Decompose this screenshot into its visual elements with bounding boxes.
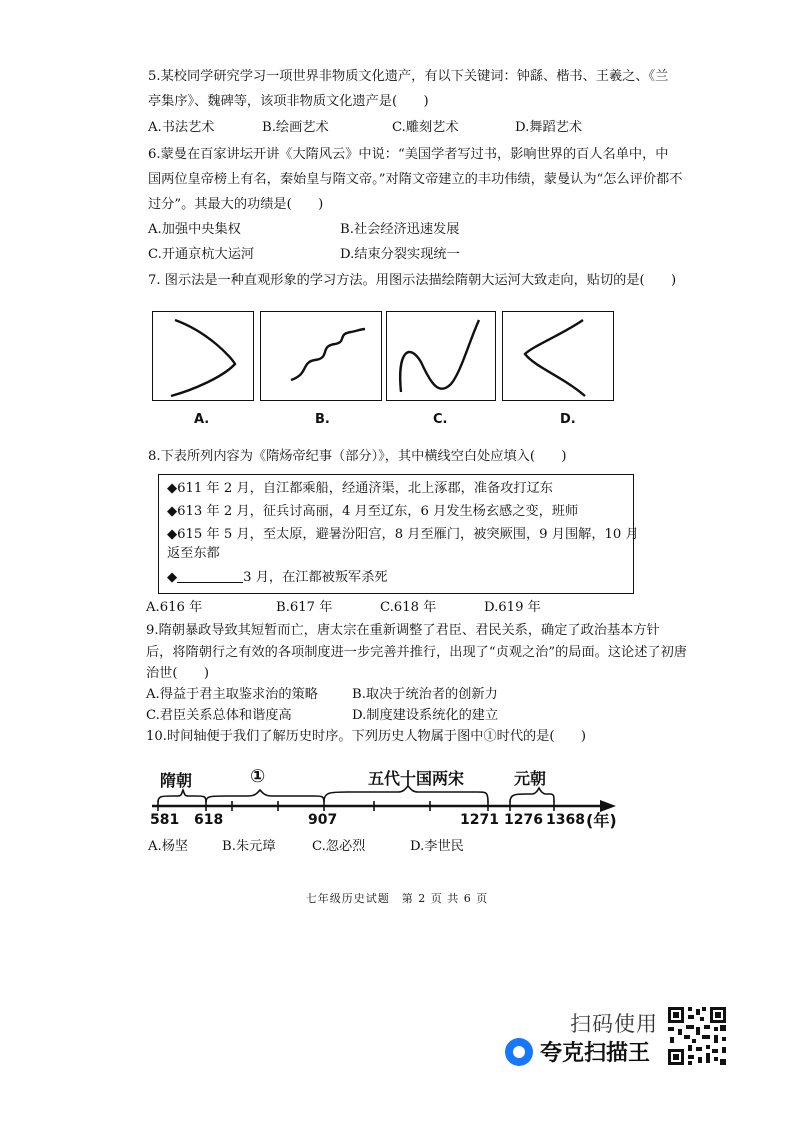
q9-option-d: D.制度建设系统化的建立 [352, 708, 499, 723]
q6-text-line3: 过分”。其最大的功绩是( ) [148, 197, 324, 212]
timeline-year: 1271 [460, 812, 499, 828]
q8-option-a: A.616 年 [146, 600, 203, 615]
q7-diagram-c [386, 311, 496, 401]
q10-option-c: C.忽必烈 [312, 839, 366, 854]
q5-option-c: C.雕刻艺术 [392, 120, 459, 135]
q8-table-row: ◆615 年 5 月，至太原，避暑汾阳宫，8 月至雁门，被突厥围，9 月围解，10 月 [167, 527, 639, 542]
qr-code-icon[interactable] [666, 1005, 728, 1067]
scanner-logo-icon [505, 1038, 533, 1066]
q8-last-row-text: 3 月，在江都被叛军杀死 [243, 570, 388, 585]
q6-text-line1: 6.蒙曼在百家讲坛开讲《大隋风云》中说：“美国学者写过书，影响世界的百人名单中，中 [148, 147, 669, 162]
q7-caption-c: C. [433, 412, 448, 427]
q8-option-c: C.618 年 [380, 600, 437, 615]
q7-diagram-d [502, 311, 614, 401]
timeline-year: 1368 [546, 812, 585, 828]
q5-option-d: D.舞蹈艺术 [515, 120, 583, 135]
timeline-year: 581 [150, 812, 180, 828]
q8-bullet: ◆ [167, 570, 178, 585]
timeline-year: 907 [308, 812, 338, 828]
scanner-brand: 夸克扫描王 [540, 1041, 651, 1066]
q5-text-line1: 5.某校同学研究学习一项世界非物质文化遗产，有以下关键词：钟繇、楷书、王羲之、《兰 [148, 69, 669, 84]
timeline-label-circle1: ① [250, 766, 266, 787]
q8-table-row: 返至东都 [167, 546, 220, 561]
q7-caption-d: D. [560, 412, 576, 427]
q10-text-line1: 10.时间轴便于我们了解历史时序。下列历史人物属于图中①时代的是( ) [146, 729, 587, 744]
q9-text-line1: 9.隋朝暴政导致其短暂而亡，唐太宗在重新调整了君臣、君民关系，确定了政治基本方针 [146, 623, 660, 638]
q6-option-a: A.加强中央集权 [148, 222, 241, 237]
scan-prompt: 扫码使用 [570, 1012, 658, 1036]
q7-caption-b: B. [315, 412, 330, 427]
q7-diagram-b [260, 311, 382, 401]
q8-table-row-blank [167, 569, 388, 587]
timeline-year: 618 [194, 812, 224, 828]
q6-option-c: C.开通京杭大运河 [148, 247, 255, 262]
timeline-label-wudai: 五代十国两宋 [368, 769, 465, 788]
q9-option-a: A.得益于君主取鉴求治的策略 [146, 687, 318, 702]
q5-option-b: B.绘画艺术 [262, 120, 329, 135]
q10-option-b: B.朱元璋 [222, 839, 276, 854]
q8-table [158, 474, 639, 594]
q6-option-b: B.社会经济迅速发展 [340, 222, 460, 237]
page-footer: 七年级历史试题 第 2 页 共 6 页 [305, 892, 489, 905]
q9-text-line3: 治世( ) [146, 666, 210, 681]
q5-text-line2: 亭集序》、魏碑等，该项非物质文化遗产是( ) [148, 94, 429, 109]
q9-text-line2: 后，将隋朝行之有效的各项制度进一步完善并推行，出现了“贞观之治”的局面。这论述了初唐 [146, 645, 687, 660]
q8-option-d: D.619 年 [484, 600, 541, 615]
q8-text-line1: 8.下表所列内容为《隋炀帝纪事（部分）》，其中横线空白处应填入( ) [148, 449, 567, 464]
timeline-label-yuan: 元朝 [514, 769, 547, 788]
q7-text-line1: 7. 图示法是一种直观形象的学习方法。用图示法描绘隋朝大运河大致走向，贴切的是( ) [148, 273, 677, 288]
timeline-year: 1276 [504, 812, 543, 828]
q5-option-a: A.书法艺术 [148, 120, 215, 135]
q7-caption-a: A. [194, 412, 210, 427]
q9-option-c: C.君臣关系总体和谐度高 [146, 708, 292, 723]
q10-timeline [148, 762, 628, 832]
q10-option-a: A.杨坚 [148, 839, 189, 854]
timeline-label-sui: 隋朝 [160, 771, 193, 790]
q8-blank-line [177, 569, 243, 583]
timeline-unit: (年) [586, 811, 617, 830]
q6-option-d: D.结束分裂实现统一 [340, 247, 460, 262]
q8-option-b: B.617 年 [276, 600, 333, 615]
q8-table-row: ◆613 年 2 月，征兵讨高丽，4 月至辽东，6 月发生杨玄感之变，班师 [167, 504, 579, 519]
q7-diagram-a [152, 311, 254, 401]
q6-text-line2: 国两位皇帝榜上有名，秦始皇与隋文帝。”对隋文帝建立的丰功伟绩，蒙曼认为“怎么评价都不 [148, 172, 683, 187]
q10-option-d: D.李世民 [410, 839, 464, 854]
q9-option-b: B.取决于统治者的创新力 [352, 687, 498, 702]
q8-table-row: ◆611 年 2 月，自江都乘船，经通济渠，北上涿郡，准备攻打辽东 [167, 481, 553, 496]
